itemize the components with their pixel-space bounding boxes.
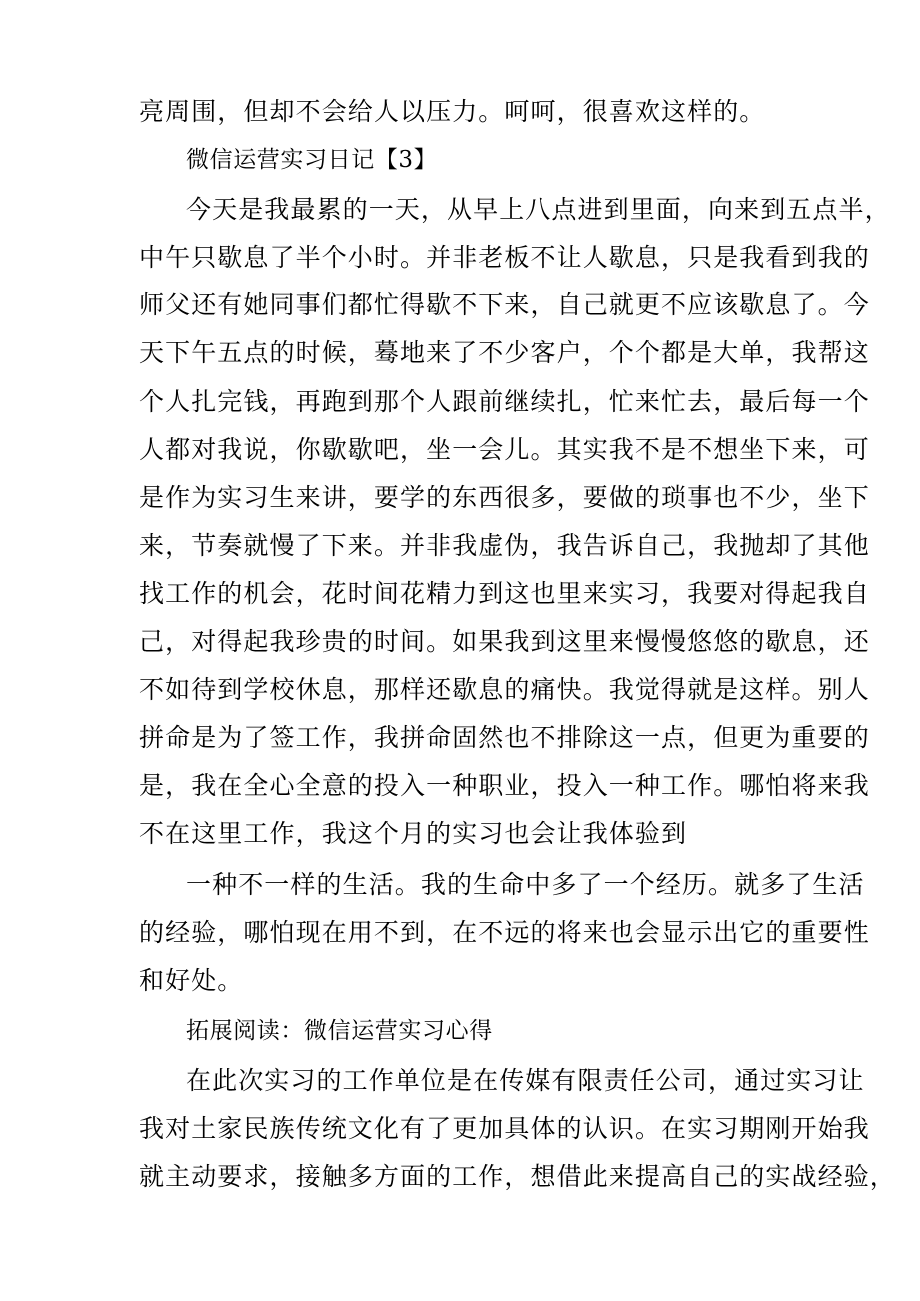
text-line: 是，我在全心全意的投入一种职业，投入一种工作。哪怕将来我: [139, 771, 870, 800]
text-line: 亮周围，但却不会给人以压力。呵呵，很喜欢这样的。: [139, 97, 766, 126]
text-line: 不如待到学校休息，那样还歇息的痛快。我觉得就是这样。别人: [139, 675, 870, 704]
text-line: 今天是我最累的一天，从早上八点进到里面，向来到五点半，: [186, 195, 891, 224]
text-line: 师父还有她同事们都忙得歇不下来，自己就更不应该歇息了。今: [139, 290, 870, 319]
section-heading: 拓展阅读：微信运营实习心得: [186, 1018, 493, 1044]
text-line: 我对土家民族传统文化有了更加具体的认识。在实习期刚开始我: [139, 1114, 870, 1143]
text-line: 不在这里工作，我这个月的实习也会让我体验到: [139, 819, 688, 848]
section-heading: 微信运营实习日记【3】: [186, 147, 438, 173]
text-line: 来，节奏就慢了下来。并非我虚伪，我告诉自己，我抛却了其他: [139, 531, 870, 560]
text-line: 拼命是为了签工作，我拼命固然也不排除这一点，但更为重要的: [139, 723, 870, 752]
text-line: 人都对我说，你歇歇吧，坐一会儿。其实我不是不想坐下来，可: [139, 435, 870, 464]
text-line: 是作为实习生来讲，要学的东西很多，要做的琐事也不少，坐下: [139, 483, 870, 512]
text-line: 个人扎完钱，再跑到那个人跟前继续扎，忙来忙去，最后每一个: [139, 387, 870, 416]
text-line: 己，对得起我珍贵的时间。如果我到这里来慢慢悠悠的歇息，还: [139, 627, 870, 656]
text-line: 在此次实习的工作单位是在传媒有限责任公司，通过实习让: [186, 1066, 865, 1095]
text-line: 找工作的机会，花时间花精力到这也里来实习，我要对得起我自: [139, 579, 870, 608]
text-line: 一种不一样的生活。我的生命中多了一个经历。就多了生活: [186, 870, 865, 899]
text-line: 中午只歇息了半个小时。并非老板不让人歇息，只是我看到我的: [139, 243, 870, 272]
text-line: 天下午五点的时候，蓦地来了不少客户，个个都是大单，我帮这: [139, 338, 870, 367]
text-line: 就主动要求，接触多方面的工作，想借此来提高自己的实战经验，: [139, 1162, 896, 1191]
text-line: 的经验，哪怕现在用不到，在不远的将来也会显示出它的重要性: [139, 918, 870, 947]
text-line: 和好处。: [139, 966, 244, 995]
